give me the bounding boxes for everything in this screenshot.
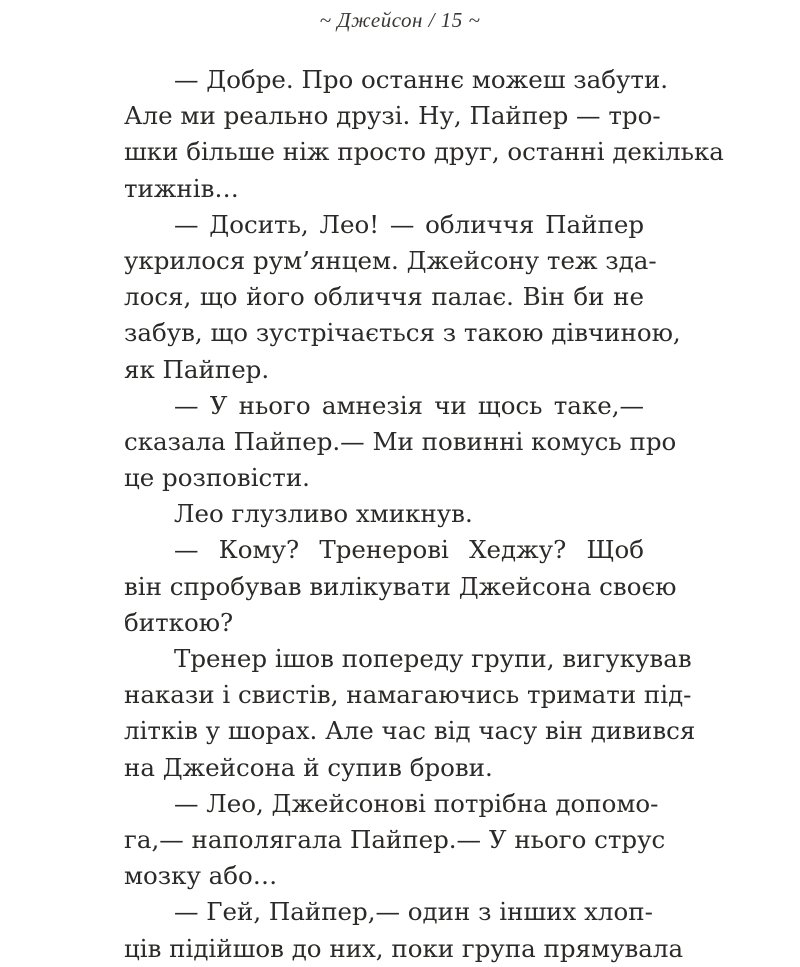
text-line: мозку або… [124, 861, 278, 891]
text-line: — Кому? Тренерові Хеджу? Щоб [174, 535, 644, 565]
text-line: лося, що його обличчя палає. Він би не [124, 282, 644, 312]
text-line: це розповісти. [124, 463, 310, 493]
running-head: ~ Джейсон / 15 ~ [319, 8, 481, 32]
text-line: накази і свистів, намагаючись тримати під- [124, 680, 692, 710]
text-line: сказала Пайпер.— Ми повинні комусь про [124, 426, 677, 456]
text-line: літків у шорах. Але час від часу він дивився [124, 716, 696, 746]
text-line: биткою? [124, 607, 234, 637]
text-line: — Лео, Джейсонові потрібна допомо- [174, 788, 659, 818]
text-line: тижнів… [124, 173, 239, 203]
text-line: — Добре. Про останнє можеш забути. [174, 65, 669, 94]
text-line: Тренер ішов попереду групи, вигукував [174, 644, 692, 673]
text-line: на Джейсона й супив брови. [124, 752, 493, 782]
text-line: — Гей, Пайпер,— один з інших хлоп- [174, 897, 653, 927]
text-line: укрилося рум’янцем. Джейсону теж зда- [124, 245, 657, 275]
text-line: Лео глузливо хмикнув. [174, 499, 473, 529]
text-line: шки більше ніж просто друг, останні декілька [124, 137, 724, 167]
text-line: ців підійшов до них, поки група прямувала [124, 933, 684, 963]
text-line: — У нього амнезія чи щось таке,— [174, 390, 644, 420]
text-line: він спробував вилікувати Джейсона своєю [124, 571, 677, 601]
text-line: забув, що зустрічається з такою дівчиною, [124, 318, 681, 348]
text-line: як Пайпер. [124, 354, 270, 384]
text-line: га,— наполягала Пайпер.— У нього струс [124, 824, 666, 854]
text-line: — Досить, Лео! — обличчя Пайпер [174, 209, 644, 239]
text-line: Але ми реально друзі. Ну, Пайпер — тро- [124, 101, 661, 131]
body-text [124, 62, 724, 967]
